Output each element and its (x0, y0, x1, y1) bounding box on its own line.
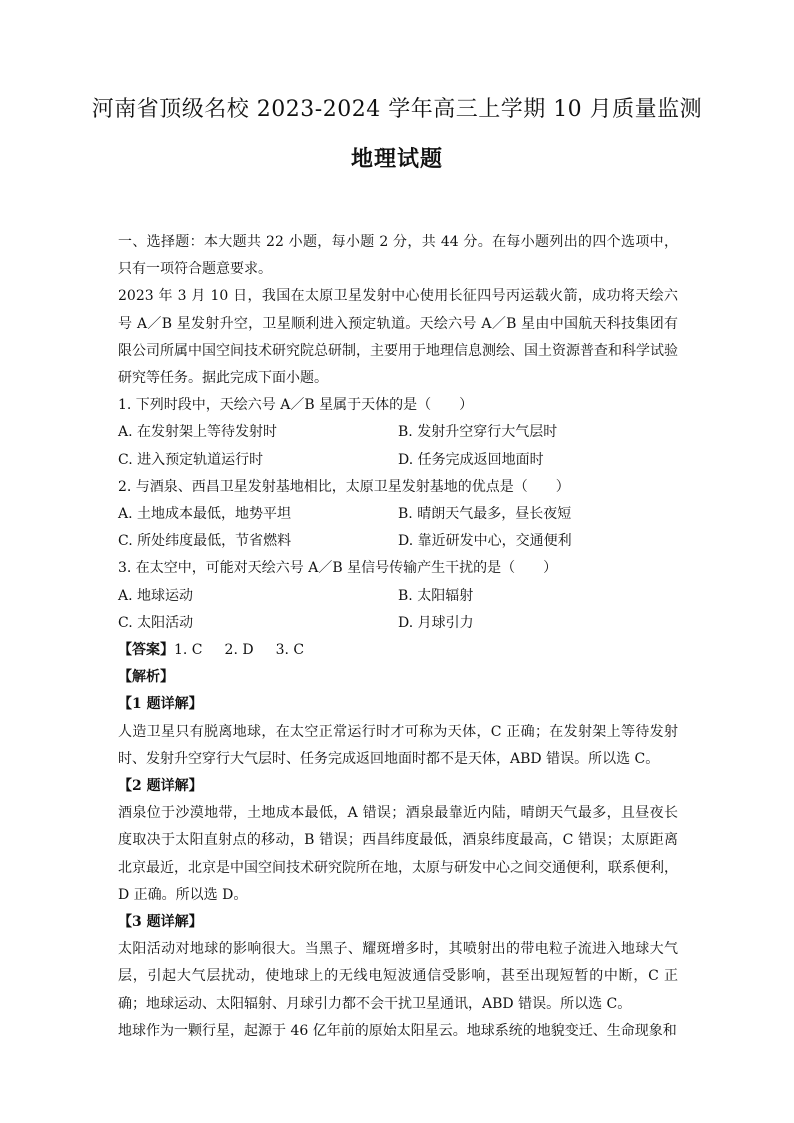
question-3-option-d: D. 月球引力 (398, 614, 474, 631)
detail-2-text: 酒泉位于沙漠地带，土地成本最低，A 错误；酒泉最靠近内陆，晴朗天气最多，且昼夜长度取决于太阳直射点的移动，B 错误；西昌纬度最低，酒泉纬度最高，C 错误；太原距离北京最近，北京是中国空间技术研究院所在地，太原与研发中心之间交通便利，联系便利，D 正确。所以选 D。 (118, 805, 678, 903)
question-1-stem: 1. 下列时段中，天绘六号 A／B 星属于天体的是（ ） (118, 397, 474, 414)
answer-1: 1. C (174, 642, 203, 659)
answer-3: 3. C (275, 642, 305, 659)
question-2-option-d: D. 靠近研发中心，交通便利 (398, 533, 572, 550)
question-2-option-b: B. 晴朗天气最多，昼长夜短 (398, 506, 572, 523)
question-1-options-row-1 (118, 419, 678, 446)
question-2-option-a: A. 土地成本最低，地势平坦 (118, 506, 292, 523)
question-3-stem: 3. 在太空中，可能对天绘六号 A／B 星信号传输产生干扰的是（ ） (118, 560, 558, 577)
closing-passage: 地球作为一颗行星，起源于 46 亿年前的原始太阳星云。地球系统的地貌变迁、生命现象和 (118, 1022, 677, 1039)
question-1-option-d: D. 任务完成返回地面时 (398, 451, 544, 468)
section-intro: 一、选择题：本大题共 22 小题，每小题 2 分，共 44 分。在每小题列出的四个选项中，只有一项符合题意要求。 (118, 234, 678, 278)
detail-3-heading: 【3 题详解】 (118, 914, 203, 931)
detail-1-text: 人造卫星只有脱离地球，在太空正常运行时才可称为天体，C 正确；在发射架上等待发射时、发射升空穿行大气层时、任务完成返回地面时都不是天体，ABD 错误。所以选 C。 (118, 723, 678, 767)
answer-line (118, 637, 678, 664)
question-2-stem: 2. 与酒泉、西昌卫星发射基地相比，太原卫星发射基地的优点是（ ） (118, 478, 570, 495)
detail-3-text: 太阳活动对地球的影响很大。当黑子、耀斑增多时，其喷射出的带电粒子流进入地球大气层，引起大气层扰动，使地球上的无线电短波通信受影响，甚至出现短暂的中断，C 正确；地球运动、太阳辐射、月球引力都不会干扰卫星通讯，ABD 错误。所以选 C。 (118, 941, 678, 1012)
passage: 2023 年 3 月 10 日，我国在太原卫星发射中心使用长征四号丙运载火箭，成功将天绘六号 A／B 星发射升空，卫星顺利进入预定轨道。天绘六号 A／B 星由中国航天科技集团有限公司所属中国空间技术研究院总研制，主要用于地理信息测绘、国土资源普查和科学试验研究等任务。据此完成下面小题。 (118, 288, 678, 387)
question-3-options-row-2 (118, 610, 678, 637)
answer-2: 2. D (224, 642, 254, 659)
question-3-option-c: C. 太阳活动 (118, 614, 194, 631)
question-2-option-c: C. 所处纬度最低，节省燃料 (118, 533, 292, 550)
question-3-option-a: A. 地球运动 (118, 587, 194, 604)
question-3-options-row-1 (118, 583, 678, 610)
page-subtitle: 地理试题 (350, 146, 443, 172)
question-3-option-b: B. 太阳辐射 (398, 587, 474, 604)
detail-1-heading: 【1 题详解】 (118, 696, 203, 713)
analysis-label: 【解析】 (118, 669, 174, 686)
question-1-option-b: B. 发射升空穿行大气层时 (398, 424, 558, 441)
question-1-option-a: A. 在发射架上等待发射时 (118, 424, 278, 441)
question-2-options-row-2 (118, 528, 678, 555)
question-1-options-row-2 (118, 447, 678, 474)
answer-label: 【答案】 (118, 642, 174, 659)
question-2-options-row-1 (118, 501, 678, 528)
question-1-option-c: C. 进入预定轨道运行时 (118, 451, 264, 468)
detail-2-heading: 【2 题详解】 (118, 778, 203, 795)
page-title: 河南省顶级名校 2023-2024 学年高三上学期 10 月质量监测 (91, 97, 703, 122)
document-body (118, 229, 678, 1045)
